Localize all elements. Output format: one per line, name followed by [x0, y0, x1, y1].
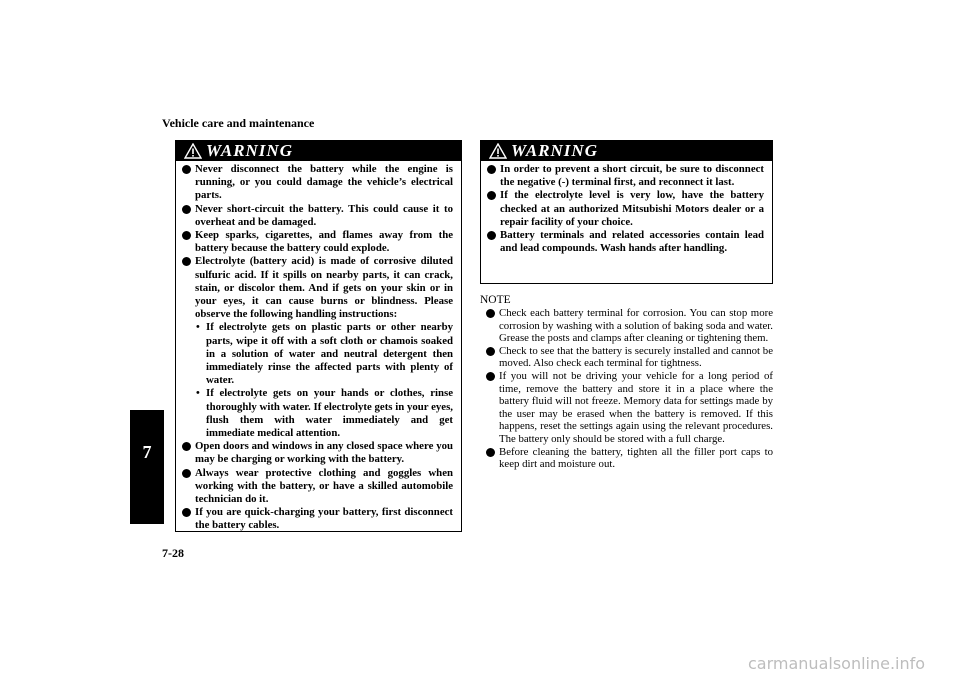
warning-box-right — [480, 140, 773, 284]
page-number: 7-28 — [162, 546, 184, 560]
warning-triangle-icon — [489, 143, 507, 159]
warning-header — [481, 141, 772, 161]
warning-box-left — [175, 140, 462, 532]
note-item: If you will not be driving your vehicle for a long period of time, remove the battery and store it in a place where the battery fluid will not freeze. Memory data for settings made by the user may be erased when the battery is removed. If this happens, reset the settings again using the relevant procedures. The battery only should be stored with a full charge. — [486, 370, 773, 446]
warning-sub-item: • If electrolyte gets on plastic parts or other nearby parts, wipe it off with a soft cloth or chamois soaked in a solution of water and neutral detergent then immediately rinse the affected parts with plenty of water. — [195, 321, 453, 387]
warning-item: In order to prevent a short circuit, be sure to disconnect the negative (-) terminal first, and reconnect it last. — [487, 163, 764, 189]
warning-item: If you are quick-charging your battery, first disconnect the battery cables. — [182, 506, 453, 532]
warning-item: Never disconnect the battery while the engine is running, or you could damage the vehicle’s electrical parts. — [182, 163, 453, 203]
warning-item: Keep sparks, cigarettes, and flames away from the battery because the battery could explode. — [182, 229, 453, 255]
warning-header — [176, 141, 461, 161]
warning-label: WARNING — [206, 141, 293, 160]
warning-item: Battery terminals and related accessories contain lead and lead compounds. Wash hands after handling. — [487, 229, 764, 255]
note-block — [480, 294, 773, 471]
warning-item — [182, 255, 453, 440]
note-item: Check each battery terminal for corrosion. You can stop more corrosion by washing with a solution of baking soda and water. Grease the posts and clamps after cleaning or tightening them. — [486, 307, 773, 345]
chapter-number: 7 — [142, 442, 152, 462]
warning-item: Always wear protective clothing and goggles when working with the battery, or have a skilled automobile technician do it. — [182, 467, 453, 507]
warning-sub-item: • If electrolyte gets on your hands or clothes, rinse thoroughly with water. If electrolyte gets in your eyes, flush them with water immediately and get immediate medical attention. — [195, 387, 453, 440]
warning-item-text: Electrolyte (battery acid) is made of corrosive diluted sulfuric acid. If it spills on nearby parts, it can crack, stain, or discolor them. And if gets on your skin or in your eyes, it can cause burns or blindness. Please observe the following handling instructions: — [195, 255, 453, 321]
warning-item: If the electrolyte level is very low, have the battery checked at an authorized Mitsubishi Motors dealer or a repair facility of your choice. — [487, 189, 764, 229]
chapter-tab — [130, 410, 164, 524]
warning-label: WARNING — [511, 141, 598, 160]
warning-item: Never short-circuit the battery. This could cause it to overheat and be damaged. — [182, 203, 453, 229]
watermark: carmanualsonline.info — [748, 654, 926, 673]
warning-triangle-icon — [184, 143, 202, 159]
note-list — [480, 307, 773, 471]
warning-sub-list — [195, 321, 453, 440]
warning-list — [176, 161, 461, 533]
note-heading: NOTE — [480, 294, 511, 306]
section-title: Vehicle care and maintenance — [162, 116, 315, 130]
note-item: Check to see that the battery is securely installed and cannot be moved. Also check each terminal for tightness. — [486, 345, 773, 370]
note-item: Before cleaning the battery, tighten all the filler port caps to keep dirt and moisture out. — [486, 446, 773, 471]
warning-list — [481, 161, 772, 255]
warning-item: Open doors and windows in any closed space where you may be charging or working with the battery. — [182, 440, 453, 466]
